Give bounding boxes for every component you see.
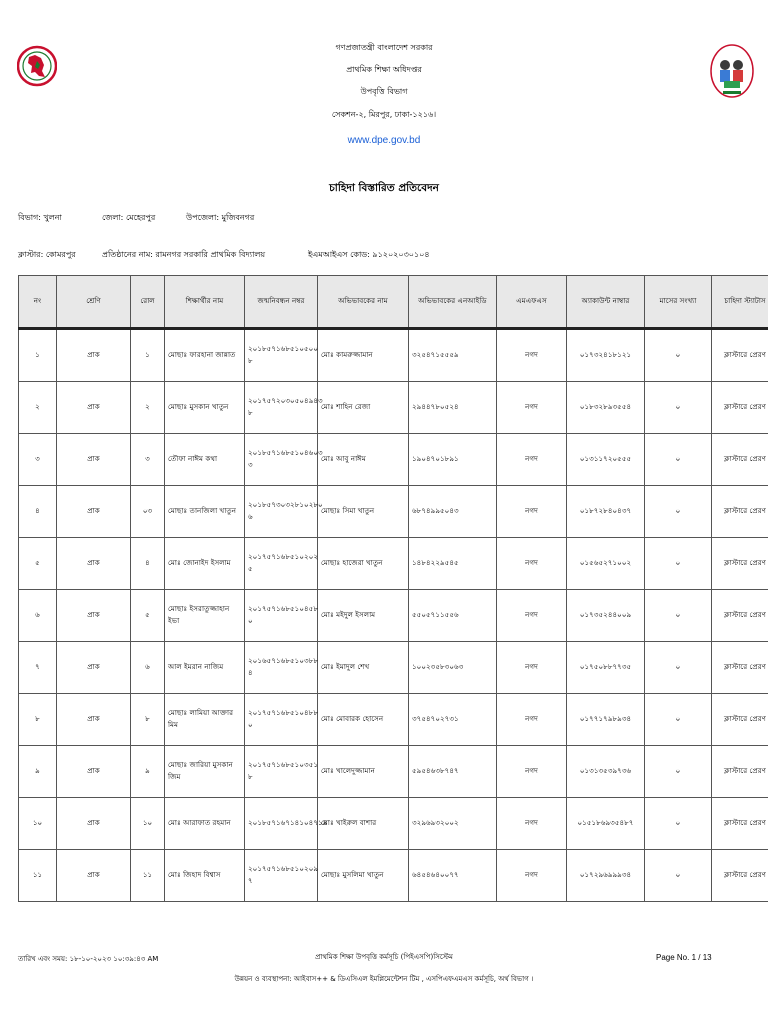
cell-roll: ৪ bbox=[131, 538, 165, 590]
cell-guardian-name: মোছাঃ মুসলিমা খাতুন bbox=[318, 850, 409, 902]
cell-account-number: ০১৫৬৫২৭১০০২ bbox=[567, 538, 645, 590]
cell-month-count: ০ bbox=[645, 329, 712, 382]
cell-mfs: নগদ bbox=[497, 694, 567, 746]
cell-birth-reg: ২০১৭৫৭১৬৮৫১০৪৫৮ ০ bbox=[245, 590, 318, 642]
header-line-1: গণপ্রজাতন্ত্রী বাংলাদেশ সরকার bbox=[335, 43, 433, 52]
cell-account-number: ০১৮৭২৮৪০৪৩৭ bbox=[567, 486, 645, 538]
cell-guardian-nid: ৩৭৫৪৭০২৭৩১ bbox=[409, 694, 497, 746]
col-header-serial: নং bbox=[19, 276, 57, 329]
demand-table bbox=[18, 275, 768, 902]
cell-mfs: নগদ bbox=[497, 746, 567, 798]
col-header-guardian-name: অভিভাবকের নাম bbox=[318, 276, 409, 329]
emis-info: ইএমআইএস কোড: ৯১২০২০৩০১০৪ bbox=[308, 250, 430, 259]
cell-student-name: মোছাঃ মুসকান খাতুন bbox=[165, 382, 245, 434]
cell-serial: ৭ bbox=[19, 642, 57, 694]
cell-mfs: নগদ bbox=[497, 642, 567, 694]
table-row bbox=[19, 538, 768, 590]
cell-demand-status: ক্লাস্টারে প্রেরণ bbox=[712, 382, 768, 434]
cell-demand-status: ক্লাস্টারে প্রেরণ bbox=[712, 694, 768, 746]
cell-roll: ১০ bbox=[131, 798, 165, 850]
col-header-student-name: শিক্ষার্থীর নাম bbox=[165, 276, 245, 329]
cell-month-count: ০ bbox=[645, 642, 712, 694]
cell-account-number: ০১৭৫০৮৮৭৭৩৫ bbox=[567, 642, 645, 694]
cell-serial: ৮ bbox=[19, 694, 57, 746]
footer-datetime: তারিখ এবং সময়: ১৮-১০-২০২৩ ১০:৩৯:৪৩ AM bbox=[18, 955, 159, 963]
footer-program: প্রাথমিক শিক্ষা উপবৃত্তি কর্মসূচি (পিইএসপি)সিস্টেম bbox=[315, 953, 453, 961]
cell-demand-status: ক্লাস্টারে প্রেরণ bbox=[712, 329, 768, 382]
cell-month-count: ০ bbox=[645, 486, 712, 538]
cell-birth-reg: ২০১৮৫৭১৬৭১৪১০৪৭১৪ bbox=[245, 798, 318, 850]
col-header-class: শ্রেণি bbox=[57, 276, 131, 329]
cell-account-number: ০১৩১৩৫৩৯৭৩৬ bbox=[567, 746, 645, 798]
table-row bbox=[19, 329, 768, 382]
cell-guardian-name: মোঃ কামরুজ্জামান bbox=[318, 329, 409, 382]
cell-mfs: নগদ bbox=[497, 538, 567, 590]
cell-guardian-name: মোঃ খালেদুজ্জামান bbox=[318, 746, 409, 798]
division-info: বিভাগ: খুলনা bbox=[18, 213, 62, 222]
cell-guardian-name: মোঃ শাহিন রেজা bbox=[318, 382, 409, 434]
cell-serial: ৫ bbox=[19, 538, 57, 590]
cell-guardian-nid: ৩২৯৬৯৩২০০২ bbox=[409, 798, 497, 850]
cell-account-number: ০১৭৩৫২৪৪০০৯ bbox=[567, 590, 645, 642]
cell-mfs: নগদ bbox=[497, 590, 567, 642]
footer-credits: উন্নয়ন ও ব্যবস্থাপনা: আইবাস++ & ডিএসিএল ইমপ্লিমেন্টেশন টিম , এসপিএফএমএস কর্মসূচি, অর্থ বিভাগ । bbox=[234, 975, 534, 983]
footer-page-number: Page No. 1 / 13 bbox=[656, 953, 712, 962]
cell-class: প্রাক bbox=[57, 382, 131, 434]
cell-class: প্রাক bbox=[57, 486, 131, 538]
cell-class: প্রাক bbox=[57, 329, 131, 382]
cell-month-count: ০ bbox=[645, 538, 712, 590]
cell-demand-status: ক্লাস্টারে প্রেরণ bbox=[712, 486, 768, 538]
cell-student-name: মোছাঃ তানজিলা খাতুন bbox=[165, 486, 245, 538]
cell-roll: ৬ bbox=[131, 642, 165, 694]
cell-student-name: আল ইমরান নাজিম bbox=[165, 642, 245, 694]
cell-guardian-nid: ১৪৮৪২২৯৫৪৫ bbox=[409, 538, 497, 590]
cell-serial: ৬ bbox=[19, 590, 57, 642]
cell-mfs: নগদ bbox=[497, 486, 567, 538]
cell-guardian-nid: ৬৮৭৪৯৯৫০৪৩ bbox=[409, 486, 497, 538]
cell-student-name: মোছাঃ ফারহানা জান্নাত bbox=[165, 329, 245, 382]
cell-student-name: মোছাঃ ইসরাতুজ্জাহান ইভা bbox=[165, 590, 245, 642]
cell-demand-status: ক্লাস্টারে প্রেরণ bbox=[712, 538, 768, 590]
cell-birth-reg: ২০১৭৫৭২০৩০৫০৪৯৪৩ ৮ bbox=[245, 382, 318, 434]
cell-demand-status: ক্লাস্টারে প্রেরণ bbox=[712, 798, 768, 850]
cell-guardian-nid: ১০০২৩৫৮৩০৬৩ bbox=[409, 642, 497, 694]
cell-month-count: ০ bbox=[645, 746, 712, 798]
cell-account-number: ০১৮৩২৮৯৩৫৫৪ bbox=[567, 382, 645, 434]
cell-roll: ৩ bbox=[131, 434, 165, 486]
cell-birth-reg: ২০১৭৫৭১৬৮৫১০২০২ ৫ bbox=[245, 538, 318, 590]
report-title: চাহিদা বিস্তারিত প্রতিবেদন bbox=[329, 182, 439, 194]
cell-guardian-name: মোঃ মোবারক হোসেন bbox=[318, 694, 409, 746]
cell-demand-status: ক্লাস্টারে প্রেরণ bbox=[712, 434, 768, 486]
cell-mfs: নগদ bbox=[497, 798, 567, 850]
table-row bbox=[19, 486, 768, 538]
header-line-3: উপবৃত্তি বিভাগ bbox=[360, 87, 408, 96]
cell-class: প্রাক bbox=[57, 538, 131, 590]
website-link[interactable]: www.dpe.gov.bd bbox=[347, 135, 421, 146]
cell-serial: ৯ bbox=[19, 746, 57, 798]
col-header-roll: রোল bbox=[131, 276, 165, 329]
table-row bbox=[19, 850, 768, 902]
cell-class: প্রাক bbox=[57, 434, 131, 486]
cell-roll: ৫ bbox=[131, 590, 165, 642]
cell-serial: ১১ bbox=[19, 850, 57, 902]
cell-mfs: নগদ bbox=[497, 850, 567, 902]
cell-guardian-name: মোঃ ইমাদুল শেখ bbox=[318, 642, 409, 694]
header-line-4: সেকশন-২, মিরপুর, ঢাকা-১২১৬। bbox=[331, 110, 437, 119]
cell-serial: ২ bbox=[19, 382, 57, 434]
cell-account-number: ০১৭৭১৭৯৮৯৩৪ bbox=[567, 694, 645, 746]
header-line-2: প্রাথমিক শিক্ষা অধিদপ্তর bbox=[346, 65, 422, 74]
table-header-row bbox=[19, 276, 768, 329]
table-row bbox=[19, 694, 768, 746]
cell-guardian-name: মোঃ আবু নাঈম bbox=[318, 434, 409, 486]
cell-account-number: ০১৭২৯৬৯৯৯৩৪ bbox=[567, 850, 645, 902]
cell-student-name: মোঃ জিহাদ বিশ্বাস bbox=[165, 850, 245, 902]
cell-roll: ১ bbox=[131, 329, 165, 382]
cell-class: প্রাক bbox=[57, 590, 131, 642]
cell-class: প্রাক bbox=[57, 746, 131, 798]
col-header-demand-status: চাহিদা স্ট্যাটাস bbox=[712, 276, 768, 329]
cell-month-count: ০ bbox=[645, 434, 712, 486]
cell-serial: ৪ bbox=[19, 486, 57, 538]
cell-guardian-nid: ৩২৫৪৭১৫৫৫৯ bbox=[409, 329, 497, 382]
table-row bbox=[19, 642, 768, 694]
cell-student-name: মোছাঃ জারিয়া মুসকান জিম bbox=[165, 746, 245, 798]
cell-account-number: ০১৭৩২৪১৮১২১ bbox=[567, 329, 645, 382]
cell-account-number: ০১৩১১৭২০৫৫৫ bbox=[567, 434, 645, 486]
cell-guardian-name: মোছাঃ হাজেরা খাতুন bbox=[318, 538, 409, 590]
cell-serial: ৩ bbox=[19, 434, 57, 486]
cell-mfs: নগদ bbox=[497, 329, 567, 382]
cell-student-name: মোছাঃ লামিয়া আক্তার মিম bbox=[165, 694, 245, 746]
cell-roll: ০৩ bbox=[131, 486, 165, 538]
col-header-mfs: এমএফএস bbox=[497, 276, 567, 329]
cell-student-name: মোঃ জোনাইদ ইসলাম bbox=[165, 538, 245, 590]
cell-guardian-name: মোঃ খাইরুল বাশার bbox=[318, 798, 409, 850]
cluster-info: ক্লাস্টার: কোমরপুর bbox=[18, 250, 76, 259]
cell-account-number: ০১৫১৮৬৯৩৫৪৮৭ bbox=[567, 798, 645, 850]
cell-class: প্রাক bbox=[57, 850, 131, 902]
cell-class: প্রাক bbox=[57, 798, 131, 850]
cell-demand-status: ক্লাস্টারে প্রেরণ bbox=[712, 642, 768, 694]
table-row bbox=[19, 590, 768, 642]
cell-mfs: নগদ bbox=[497, 382, 567, 434]
cell-guardian-nid: ৫৫০৫৭১১৫৫৬ bbox=[409, 590, 497, 642]
cell-demand-status: ক্লাস্টারে প্রেরণ bbox=[712, 746, 768, 798]
cell-student-name: মোঃ আরাফাত রহমান bbox=[165, 798, 245, 850]
cell-serial: ১ bbox=[19, 329, 57, 382]
col-header-guardian-nid: অভিভাবকের এনআইডি bbox=[409, 276, 497, 329]
cell-month-count: ০ bbox=[645, 590, 712, 642]
cell-month-count: ০ bbox=[645, 850, 712, 902]
cell-class: প্রাক bbox=[57, 694, 131, 746]
cell-month-count: ০ bbox=[645, 798, 712, 850]
district-info: জেলা: মেহেরপুর bbox=[102, 213, 156, 222]
cell-demand-status: ক্লাস্টারে প্রেরণ bbox=[712, 590, 768, 642]
cell-birth-reg: ২০১৮৫৭৩০৩২৮১০২৮০ ৬ bbox=[245, 486, 318, 538]
table-row bbox=[19, 382, 768, 434]
cell-birth-reg: ২০১৭৫৭১৬৮৫১০২০৯ ৭ bbox=[245, 850, 318, 902]
cell-birth-reg: ২০১৮৫৭১৬৮৫১০৪৬০৩ ৩ bbox=[245, 434, 318, 486]
cell-birth-reg: ২০১৬৫৭১৬৮৫১০৩৮৮ ৪ bbox=[245, 642, 318, 694]
table-row bbox=[19, 434, 768, 486]
cell-student-name: তৌফা নাঈম কথা bbox=[165, 434, 245, 486]
cell-roll: ৮ bbox=[131, 694, 165, 746]
cell-roll: ৯ bbox=[131, 746, 165, 798]
cell-guardian-nid: ২৯৪৪৭৮০৫২৪ bbox=[409, 382, 497, 434]
cell-birth-reg: ২০১৭৫৭১৬৮৫১০৩৫১ ৮ bbox=[245, 746, 318, 798]
cell-guardian-nid: ৬৪৫৪৬৪০০৭৭ bbox=[409, 850, 497, 902]
institution-info: প্রতিষ্ঠানের নাম: রামনগর সরকারি প্রাথমিক বিদ্যালয় bbox=[102, 250, 266, 259]
col-header-birth-reg: জন্মনিবন্ধন নম্বর bbox=[245, 276, 318, 329]
cell-guardian-nid: ১৯০৪৭০১৮৯১ bbox=[409, 434, 497, 486]
cell-class: প্রাক bbox=[57, 642, 131, 694]
cell-guardian-nid: ৫৯৫৪৬৩৮৭৪৭ bbox=[409, 746, 497, 798]
cell-mfs: নগদ bbox=[497, 434, 567, 486]
cell-month-count: ০ bbox=[645, 382, 712, 434]
col-header-month-count: মাসের সংখ্যা bbox=[645, 276, 712, 329]
col-header-account-number: অ্যাকাউন্ট নাম্বার bbox=[567, 276, 645, 329]
cell-guardian-name: মোঃ মইদুল ইসলাম bbox=[318, 590, 409, 642]
cell-guardian-name: মোছাঃ সিমা খাতুন bbox=[318, 486, 409, 538]
cell-serial: ১০ bbox=[19, 798, 57, 850]
table-row bbox=[19, 746, 768, 798]
cell-birth-reg: ২০১৭৫৭১৬৮৫১০৪৮৮ ০ bbox=[245, 694, 318, 746]
cell-birth-reg: ২০১৮৫৭১৬৮৫১০৫০০ ৮ bbox=[245, 329, 318, 382]
cell-demand-status: ক্লাস্টারে প্রেরণ bbox=[712, 850, 768, 902]
table-row bbox=[19, 798, 768, 850]
upazila-info: উপজেলা: মুজিবনগর bbox=[186, 213, 255, 222]
cell-roll: ১১ bbox=[131, 850, 165, 902]
cell-month-count: ০ bbox=[645, 694, 712, 746]
cell-roll: ২ bbox=[131, 382, 165, 434]
